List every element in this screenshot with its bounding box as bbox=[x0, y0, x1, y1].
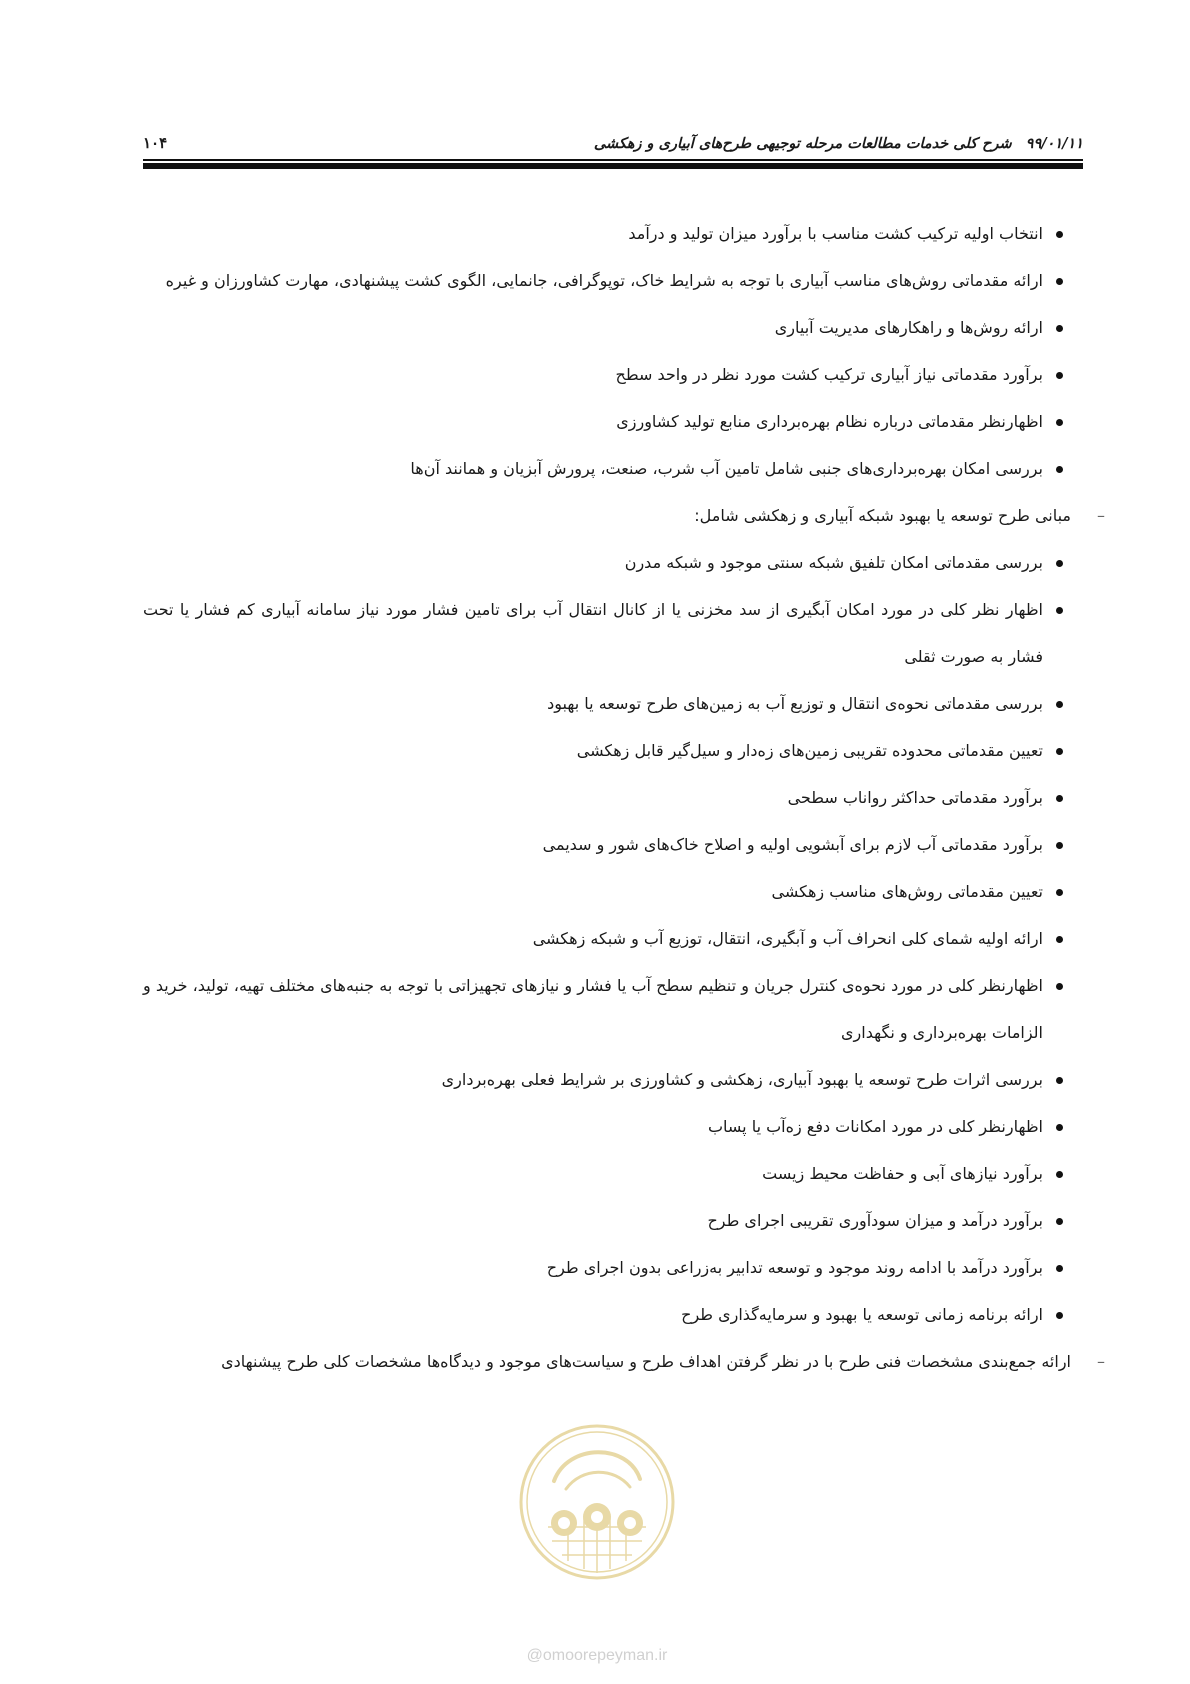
item-text: برآورد مقدماتی حداکثر رواناب سطحی bbox=[787, 788, 1043, 807]
bullet-marker bbox=[1056, 586, 1063, 633]
page-header bbox=[143, 128, 1083, 152]
watermark-stamp bbox=[518, 1423, 676, 1581]
item-text: بررسی اثرات طرح توسعه یا بهبود آبیاری، زهکشی و کشاورزی بر شرایط فعلی بهره‌برداری bbox=[441, 1070, 1043, 1089]
item-text: ارائه برنامه زمانی توسعه یا بهبود و سرمایه‌گذاری طرح bbox=[681, 1305, 1043, 1324]
bullet-marker bbox=[1056, 1291, 1063, 1338]
item-text: اظهارنظر کلی در مورد امکانات دفع زه‌آب یا پساب bbox=[707, 1117, 1043, 1136]
bullet-marker bbox=[1056, 868, 1063, 915]
bullet-item bbox=[143, 1056, 1083, 1103]
bullet-item bbox=[143, 915, 1083, 962]
item-text: مبانی طرح توسعه یا بهبود شبکه آبیاری و زهکشی شامل: bbox=[694, 506, 1071, 525]
dash-item bbox=[143, 1338, 1105, 1385]
dash-marker: – bbox=[1097, 506, 1105, 525]
item-text: برآورد نیازهای آبی و حفاظت محیط زیست bbox=[762, 1164, 1043, 1183]
item-text: بررسی امکان بهره‌برداری‌های جنبی شامل تامین آب شرب، صنعت، پرورش آبزیان و همانند آن‌ها bbox=[410, 459, 1043, 478]
bullet-item bbox=[143, 962, 1083, 1056]
document-body bbox=[143, 210, 1105, 1385]
bullet-item bbox=[143, 539, 1083, 586]
bullet-marker bbox=[1056, 398, 1063, 445]
footer-url: @omoorepeyman.ir bbox=[526, 1647, 668, 1664]
header-title: شرح کلی خدمات مطالعات مرحله توجیهی طرح‌های آبیاری و زهکشی bbox=[593, 135, 1012, 152]
item-text: برآورد درآمد و میزان سودآوری تقریبی اجرای طرح bbox=[707, 1211, 1043, 1230]
dash-item bbox=[143, 492, 1105, 539]
bullet-marker bbox=[1056, 1056, 1063, 1103]
item-text: تعیین مقدماتی محدوده تقریبی زمین‌های زه‌دار و سیل‌گیر قابل زهکشی bbox=[576, 741, 1043, 760]
bullet-marker bbox=[1056, 210, 1063, 257]
bullet-marker bbox=[1056, 304, 1063, 351]
bullet-marker bbox=[1056, 1150, 1063, 1197]
item-text: اظهار نظر کلی در مورد امکان آبگیری از سد مخزنی یا از کانال انتقال آب برای تامین فشار مورد نیاز سامانه آبیاری کم فشار یا تحت فشار به صورت ثقلی bbox=[143, 600, 1043, 666]
item-text: ارائه اولیه شمای کلی انحراف آب و آبگیری، انتقال، توزیع آب و شبکه زهکشی bbox=[532, 929, 1043, 948]
bullet-marker bbox=[1056, 1103, 1063, 1150]
page-number: ۱۰۴ bbox=[143, 134, 168, 152]
bullet-item bbox=[143, 257, 1083, 304]
bullet-item bbox=[143, 774, 1083, 821]
bullet-marker bbox=[1056, 962, 1063, 1009]
bullet-marker bbox=[1056, 915, 1063, 962]
bullet-item bbox=[143, 1197, 1083, 1244]
bullet-marker bbox=[1056, 821, 1063, 868]
dash-marker: – bbox=[1097, 1352, 1105, 1371]
bullet-item bbox=[143, 398, 1083, 445]
item-text: بررسی مقدماتی امکان تلفیق شبکه سنتی موجود و شبکه مدرن bbox=[624, 553, 1043, 572]
item-text: تعیین مقدماتی روش‌های مناسب زهکشی bbox=[771, 882, 1043, 901]
bullet-item bbox=[143, 1150, 1083, 1197]
item-text: برآورد درآمد با ادامه روند موجود و توسعه تدابیر به‌زراعی بدون اجرای طرح bbox=[546, 1258, 1043, 1277]
item-text: اظهارنظر مقدماتی درباره نظام بهره‌برداری منابع تولید کشاورزی bbox=[616, 412, 1043, 431]
item-text: برآورد مقدماتی آب لازم برای آبشویی اولیه و اصلاح خاک‌های شور و سدیمی bbox=[542, 835, 1043, 854]
item-text: برآورد مقدماتی نیاز آبیاری ترکیب کشت مورد نظر در واحد سطح bbox=[615, 365, 1043, 384]
bullet-item bbox=[143, 868, 1083, 915]
bullet-marker bbox=[1056, 727, 1063, 774]
bullet-item bbox=[143, 821, 1083, 868]
item-text: ارائه روش‌ها و راهکارهای مدیریت آبیاری bbox=[774, 318, 1043, 337]
bullet-item bbox=[143, 445, 1083, 492]
item-text: ارائه جمع‌بندی مشخصات فنی طرح با در نظر گرفتن اهداف طرح و سیاست‌های موجود و دیدگاه‌ها مشخصات کلی طرح پیشنهادی bbox=[221, 1352, 1071, 1371]
item-text: اظهارنظر کلی در مورد نحوه‌ی کنترل جریان و تنظیم سطح آب یا فشار و نیازهای تجهیزاتی با توجه به جنبه‌های مختلف تهیه، تولید، خرید و الزامات بهره‌برداری و نگهداری bbox=[143, 976, 1043, 1042]
bullet-item bbox=[143, 1244, 1083, 1291]
bullet-marker bbox=[1056, 774, 1063, 821]
bullet-marker bbox=[1056, 257, 1063, 304]
bullet-marker bbox=[1056, 680, 1063, 727]
header-rule-thick bbox=[143, 163, 1083, 169]
bullet-marker bbox=[1056, 445, 1063, 492]
bullet-item bbox=[143, 1291, 1083, 1338]
bullet-marker bbox=[1056, 1244, 1063, 1291]
header-title-block bbox=[594, 135, 1083, 152]
bullet-item bbox=[143, 1103, 1083, 1150]
bullet-marker bbox=[1056, 351, 1063, 398]
bullet-item bbox=[143, 210, 1083, 257]
bullet-item bbox=[143, 727, 1083, 774]
item-text: ارائه مقدماتی روش‌های مناسب آبیاری با توجه به شرایط خاک، توپوگرافی، جانمایی، الگوی کشت پیشنهادی، مهارت کشاورزان و غیره bbox=[165, 271, 1043, 290]
bullet-marker bbox=[1056, 1197, 1063, 1244]
header-date: ۹۹/۰۱/۱۱ bbox=[1025, 135, 1083, 152]
item-text: بررسی مقدماتی نحوه‌ی انتقال و توزیع آب به زمین‌های طرح توسعه یا بهبود bbox=[547, 694, 1043, 713]
bullet-item bbox=[143, 586, 1083, 680]
header-rule-thin bbox=[143, 159, 1083, 161]
bullet-item bbox=[143, 680, 1083, 727]
bullet-marker bbox=[1056, 539, 1063, 586]
bullet-item bbox=[143, 351, 1083, 398]
item-text: انتخاب اولیه ترکیب کشت مناسب با برآورد میزان تولید و درآمد bbox=[628, 224, 1043, 243]
bullet-item bbox=[143, 304, 1083, 351]
